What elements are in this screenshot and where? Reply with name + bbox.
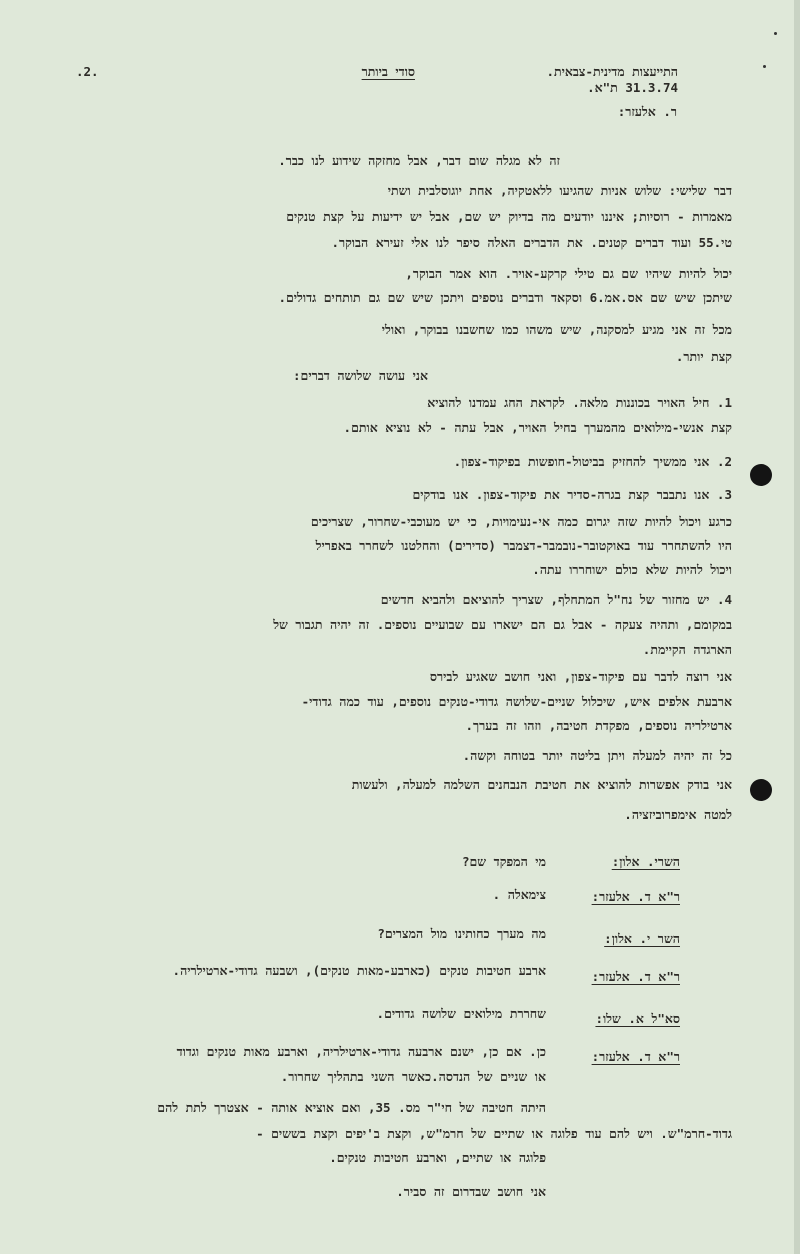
speaker-label: ר"א ד. אלעזר: [591, 1049, 680, 1064]
paragraph-line: 4. יש מחזור של נח"ל המתחלף, שצריך להוציאם ולהביא חדשים [380, 592, 732, 607]
paragraph-line: למטה אימפרוביזציה. [624, 807, 732, 822]
paragraph-line: 3. אנו נתבבר קצת בגרה-סדיר את פיקוד-צפון. אנו בודקים [412, 487, 732, 502]
closing-line: היתה חטיבה של חי"ר מס. 35, ואם אוציא אותה - אצטרך לתת להם [157, 1100, 546, 1115]
binder-hole [750, 464, 772, 486]
dialogue-line: כן. אם כן, ישנם ארבעה גדודי-ארטילריה, וארבע מאות טנקים וגדוד [176, 1044, 546, 1059]
paragraph-line: הארגדה הקיימת. [642, 642, 732, 657]
speaker-label: ר"א ד. אלעזר: [591, 889, 680, 904]
meeting-title: התייעצות מדינית-צבאית. [546, 64, 678, 79]
paragraph-line: טי.55 ועוד דברים קטנים. את הדברים האלה סיפר לנו אלי זעירא הבוקר. [331, 235, 732, 250]
paragraph-line: ארבעת אלפים איש, שיכלול שניים-שלושה גדודי-טנקים נוספים, עוד כמה גדודי- [301, 694, 732, 709]
page-edge-shadow [794, 0, 800, 1254]
dialogue-line: או שניים של הנדסה.כאשר השני בתהליך שחרור. [280, 1069, 546, 1084]
closing-line: אני חושב שבדרום זה סביר. [396, 1184, 546, 1199]
speaker-label: ר"א ד. אלעזר: [591, 969, 680, 984]
paragraph-line: כל זה יהיה למעלה ויתן בליטה יותר בטוחה וקשה. [462, 748, 732, 763]
paragraph-line: מאמרות - רוסיות; איננו יודעים מה בדיוק יש שם, אבל יש ידיעות על קצת טנקים [286, 209, 732, 224]
paper-speck [763, 65, 766, 68]
paper-speck [774, 32, 777, 35]
paragraph-line: קצת אנשי-מילואים מהמערך בחיל האויר, אבל עתה - לא נוציא אותם. [343, 420, 732, 435]
paragraph-line: כרגע ויכול להיות שזה יגרום כמה אי-נעימויות, כי יש מעוכבי-שחרור, שצריכים [310, 514, 732, 529]
dialogue-line: מה מערך כחותינו מול המצרים? [377, 926, 546, 941]
speaker-label: השר י. אלון: [604, 931, 680, 946]
paragraph-line: דבר שלישי: שלוש אניות שהגיעו ללאטקיה, אחת יוגוסלבית ושתי [387, 183, 732, 198]
paragraph-line: 2. אני ממשיך להחזיק בביטול-חופשות בפיקוד-צפון. [453, 454, 732, 469]
speaker-intro: ר. אלעזר: [617, 104, 677, 119]
dialogue-line: שחררת מילואים שלושה גדודים. [376, 1006, 546, 1021]
closing-line: גדוד-חרמ"ש. ויש להם עוד פלוגה או שתיים של חרמ"ש, וקצת ב'יפים וקצת בששים - [256, 1126, 732, 1141]
paragraph-line: זה לא מגלה שום דבר, אבל מחזקה שידוע לנו כבר. [278, 153, 560, 168]
binder-hole [750, 779, 772, 801]
dialogue-line: מי המפקד שם? [461, 854, 546, 869]
paragraph-line: ארטילריה נוספים, מפקדת חטיבה, וזהו זה בערך. [465, 718, 732, 733]
paragraph-line: יכול להיות שיהיו שם גם טילי קרקע-אויר. הוא אמר הבוקר, [405, 266, 732, 281]
dialogue-line: ארבע חטיבות טנקים (כארבע-מאות טנקים), ושבעה גדודי-ארטילריה. [172, 963, 546, 978]
paragraph-line: קצת יותר. [675, 349, 732, 364]
speaker-label: השרי. אלון: [611, 854, 680, 869]
classification-title: סודי ביותר [361, 64, 415, 79]
meeting-date: 31.3.74 ת"א. [587, 80, 678, 95]
paragraph-line: אני בודק אפשרות להוציא את חטיבת הנבחנים השלמה למעלה, ולעשות [351, 777, 732, 792]
paragraph-line: 1. חיל האויר בכוננות מלאה. לקראת החג עמדנו להוציא [427, 395, 732, 410]
closing-line: פלוגה או שתיים, וארבע חטיבות טנקים. [329, 1150, 546, 1165]
speaker-label: סא"ל א. שלו: [595, 1011, 680, 1026]
dialogue-line: צימאלה . [492, 887, 546, 902]
paragraph-line: ויכול להיות שלא כולם ישוחררו עתה. [532, 562, 732, 577]
paragraph-line: אני רוצה לדבר עם פיקוד-צפון, ואני חושב שאגיע לבירס [429, 669, 732, 684]
paragraph-line: היו להשתחרר עוד באוקטובר-נובמבר-דצמבר (סדירים) והחלטנו לשחרר באפריל [315, 538, 732, 553]
paragraph-line: שיתכן שיש שם אס.אמ.6 וסקאד ודברים נוספים ויתכן שיש שם גם תותחים גדולים. [278, 290, 732, 305]
paragraph-line: במקומם, ותהיה צעקה - אבל גם הם ישארו עם שבועיים נוספים. זה יהיה תגבור של [273, 617, 732, 632]
paragraph-line: אני עושה שלושה דברים: [293, 368, 428, 383]
paragraph-line: מכל זה אני מגיע למסקנה, שיש משהו כמו שחשבנו בבוקר, ואולי [381, 322, 732, 337]
page-number: .2. [76, 64, 99, 79]
